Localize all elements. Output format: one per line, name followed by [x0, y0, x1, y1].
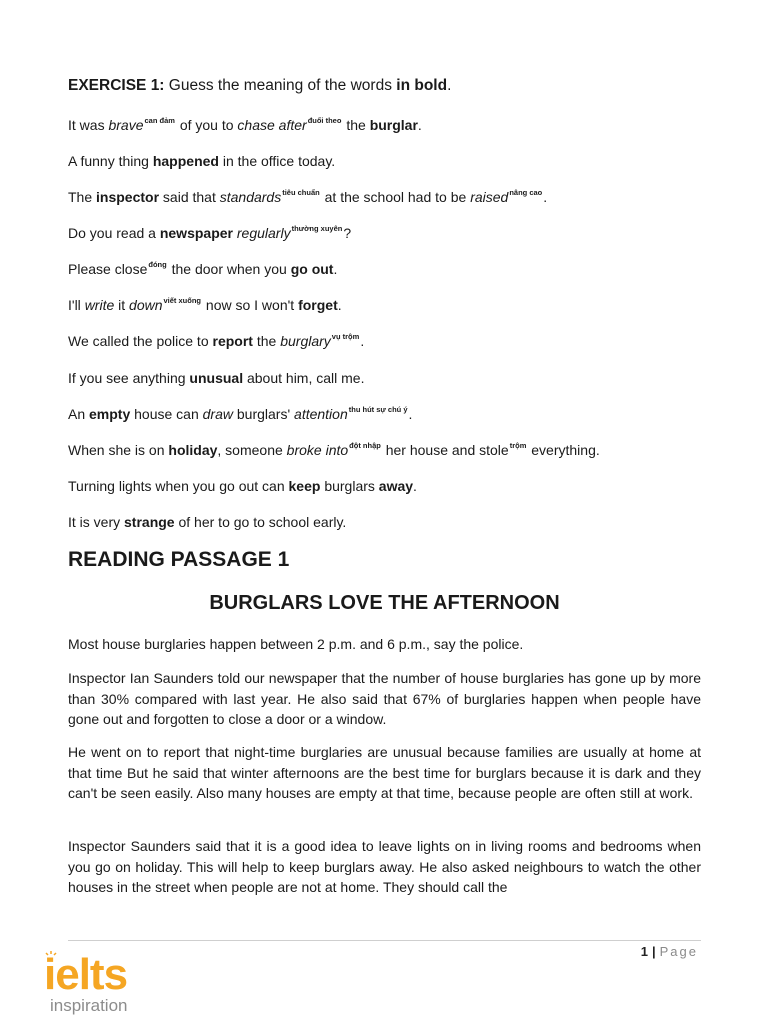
exercise-label: EXERCISE 1:: [68, 77, 165, 94]
text-segment: .: [337, 297, 342, 313]
passage-paragraph-2: Inspector Ian Saunders told our newspaper that the number of house burglaries has gone up by more than 30% compared with last year. He also said that 67% of burglaries happen when people have gone out and forgotten to close a door or a window.: [68, 670, 701, 727]
text-segment: everything.: [527, 442, 600, 458]
vocab-word-bold: inspector: [96, 189, 160, 205]
text-segment: We called the police to: [68, 333, 213, 349]
translation-note: đột nhập: [349, 441, 381, 450]
translation-note: viết xuống: [163, 296, 202, 305]
exercise-sentence-11: [68, 478, 417, 494]
translation-note: trộm: [509, 441, 527, 450]
exercise-sentence-9: [68, 406, 412, 422]
footer-divider: [68, 940, 701, 941]
vocab-word-bold: keep: [288, 478, 321, 494]
exercise-sentence-1: [68, 117, 422, 133]
text-segment: burglars': [233, 406, 295, 422]
translation-note: thu hút sự chú ý: [348, 405, 408, 414]
vocab-word: raised: [470, 189, 509, 205]
text-segment: Please close: [68, 261, 148, 277]
text-segment: said that: [159, 189, 220, 205]
translation-note: tiêu chuẩn: [282, 188, 320, 197]
text-segment: of her to go to school early.: [174, 514, 347, 530]
exercise-heading: [68, 77, 451, 95]
translation-note: nâng cao: [509, 188, 543, 197]
exercise-period: .: [447, 77, 452, 94]
exercise-sentence-5: [68, 261, 337, 277]
passage-paragraph-3: He went on to report that night-time burglaries are unusual because families are usually at home at that time But he said that winter afternoons are the best time for burglars because it is dark and they can't be seen easily. Also many houses are empty at that time, because people are often still at work.: [68, 744, 701, 801]
exercise-sentence-10: [68, 442, 600, 458]
vocab-word-bold: forget: [298, 297, 338, 313]
exercise-sentence-8: [68, 370, 364, 386]
text-segment: When she is on: [68, 442, 169, 458]
passage-paragraph-4: Inspector Saunders said that it is a good idea to leave lights on in living rooms and bedrooms when you go on holiday. This will help to keep burglars away. He also asked neighbours to watch the other houses in the street when people are not at home. They should call the: [68, 838, 701, 895]
text-segment: Do you read a: [68, 225, 160, 241]
text-segment: I'll: [68, 297, 85, 313]
vocab-word-bold: away: [378, 478, 414, 494]
text-segment: .: [408, 406, 413, 422]
text-segment: the: [342, 117, 370, 133]
vocab-word: write: [84, 297, 115, 313]
vocab-word: standards: [219, 189, 282, 205]
text-segment: her house and stole: [381, 442, 509, 458]
text-segment: about him, call me.: [243, 370, 365, 386]
text-segment: A funny thing: [68, 153, 153, 169]
page-number-value: 1: [640, 944, 648, 959]
text-segment: .: [333, 261, 338, 277]
translation-note: can đảm: [144, 116, 175, 125]
text-segment: it: [114, 297, 130, 313]
exercise-bold-phrase: in bold: [396, 77, 448, 94]
text-segment: at the school had to be: [320, 189, 471, 205]
vocab-word-bold: go out: [290, 261, 334, 277]
vocab-word-bold: happened: [152, 153, 219, 169]
text-segment: .: [360, 333, 365, 349]
text-segment: .: [543, 189, 548, 205]
vocab-word-bold: report: [212, 333, 253, 349]
logo-subtitle: inspiration: [50, 996, 128, 1015]
translation-note: vụ trộm: [331, 332, 360, 341]
vocab-word: burglary: [280, 333, 331, 349]
vocab-word: chase after: [237, 117, 307, 133]
text-segment: house can: [130, 406, 203, 422]
vocab-word: brave: [108, 117, 144, 133]
page-word: Page: [659, 944, 698, 959]
exercise-sentence-2: [68, 153, 335, 169]
page-number: [641, 944, 698, 959]
text-segment: An: [68, 406, 90, 422]
text-segment: The: [68, 189, 97, 205]
text-segment: the door when you: [167, 261, 291, 277]
exercise-sentence-4: [68, 225, 351, 241]
text-segment: It is very: [68, 514, 125, 530]
logo-wordmark: ielts: [44, 950, 128, 999]
vocab-word-bold: unusual: [189, 370, 244, 386]
exercise-sentence-7: [68, 333, 364, 349]
vocab-word-bold: holiday: [168, 442, 218, 458]
translation-note: đóng: [148, 260, 167, 269]
translation-note: thường xuyên: [291, 224, 343, 233]
vocab-word-bold: empty: [89, 406, 131, 422]
text-segment: .: [417, 117, 422, 133]
vocab-word: broke into: [286, 442, 349, 458]
vocab-word-bold: strange: [124, 514, 175, 530]
reading-passage-heading: READING PASSAGE 1: [68, 548, 290, 571]
vocab-word: attention: [294, 406, 348, 422]
text-segment: , someone: [217, 442, 287, 458]
translation-note: đuổi theo: [307, 116, 342, 125]
text-segment: ?: [343, 225, 352, 241]
text-segment: .: [413, 478, 417, 494]
text-segment: It was: [68, 117, 109, 133]
vocab-word-bold: burglar: [369, 117, 418, 133]
passage-title: BURGLARS LOVE THE AFTERNOON: [209, 592, 560, 614]
text-segment: If you see anything: [68, 370, 190, 386]
page-separator: |: [651, 944, 656, 959]
vocab-word-bold: newspaper: [159, 225, 233, 241]
text-segment: burglars: [320, 478, 379, 494]
vocab-word: regularly: [236, 225, 291, 241]
text-segment: now so I won't: [202, 297, 299, 313]
text-segment: in the office today.: [218, 153, 336, 169]
text-segment: the: [252, 333, 281, 349]
vocab-word: down: [129, 297, 163, 313]
text-segment: Turning lights when you go out can: [68, 478, 289, 494]
vocab-word: draw: [202, 406, 233, 422]
passage-paragraph-1: Most house burglaries happen between 2 p.m. and 6 p.m., say the police.: [68, 636, 524, 652]
exercise-sentence-3: [68, 189, 547, 205]
exercise-sentence-6: [68, 297, 342, 313]
exercise-sentence-12: [68, 514, 346, 530]
text-segment: of you to: [175, 117, 238, 133]
exercise-instruction: Guess the meaning of the words: [164, 77, 397, 94]
ielts-inspiration-logo: [44, 948, 154, 1018]
